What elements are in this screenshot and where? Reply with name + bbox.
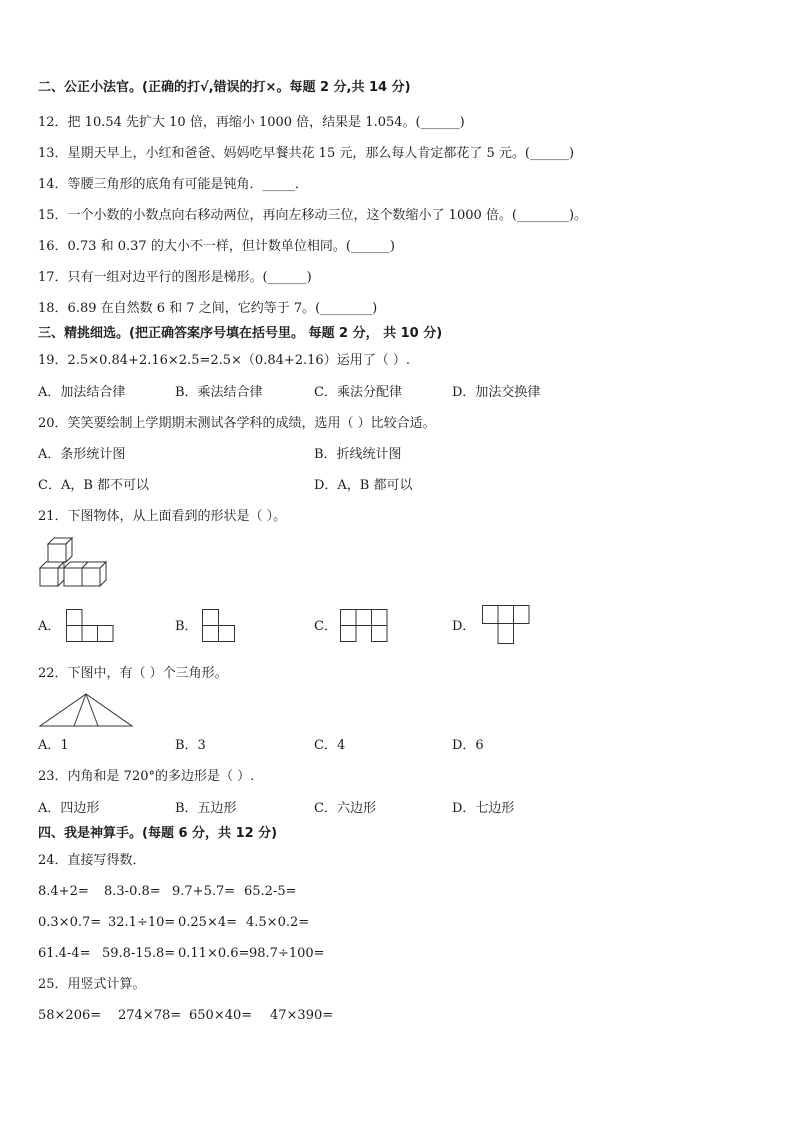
question-23: 23．内角和是 720°的多边形是（ ）.: [38, 769, 255, 784]
calc-item: 0.3×0.7=: [38, 915, 102, 930]
question-22: 22．下图中，有（ ）个三角形。: [38, 666, 228, 681]
question-25: 25．用竖式计算。: [38, 977, 146, 992]
q19-option-a: A．加法结合律: [38, 385, 126, 400]
q20-option-d: D．A，B 都可以: [314, 478, 413, 493]
calc-item: 4.5×0.2=: [246, 915, 310, 930]
q20-option-a: A．条形统计图: [38, 447, 126, 462]
q21-option-b-figure: [202, 609, 236, 643]
question-13: 13．星期天早上，小红和爸爸、妈妈吃早餐共花 15 元，那么每人肯定都花了 5 元。(______): [38, 146, 575, 161]
section-3-heading: 三、精挑细选。(把正确答案序号填在括号里。 每题 2 分， 共 10 分): [38, 326, 443, 341]
triangle-figure: [38, 692, 134, 728]
vertical-calc-item: 58×206=: [38, 1008, 102, 1023]
question-12: 12．把 10.54 先扩大 10 倍，再缩小 1000 倍，结果是 1.054。(______): [38, 115, 465, 130]
question-19: 19．2.5×0.84+2.16×2.5=2.5×（0.84+2.16）运用了（ ）.: [38, 353, 410, 368]
calc-item: 98.7÷100=: [249, 946, 325, 961]
question-18: 18．6.89 在自然数 6 和 7 之间，它约等于 7。(________): [38, 301, 378, 316]
calc-item: 59.8-15.8=: [102, 946, 176, 961]
q20-option-b: B．折线统计图: [314, 447, 402, 462]
q19-option-c: C．乘法分配律: [314, 385, 402, 400]
q22-option-b: B．3: [175, 738, 206, 753]
q21-option-c-figure: [340, 609, 388, 643]
cube-stack-figure: [36, 536, 110, 590]
section-4-heading: 四、我是神算手。(每题 6 分，共 12 分): [38, 826, 278, 841]
vertical-calc-item: 274×78=: [118, 1008, 182, 1023]
q22-option-d: D．6: [452, 738, 484, 753]
q21-option-c: C．: [314, 619, 337, 634]
calc-item: 0.11×0.6=: [178, 946, 250, 961]
question-15: 15．一个小数的小数点向右移动两位，再向左移动三位，这个数缩小了 1000 倍。(________)。: [38, 208, 588, 223]
q21-option-d-figure: [482, 605, 530, 645]
q23-option-c: C．六边形: [314, 801, 376, 816]
q20-option-c: C．A，B 都不可以: [38, 478, 150, 493]
q19-option-d: D．加法交换律: [452, 385, 541, 400]
question-16: 16．0.73 和 0.37 的大小不一样，但计数单位相同。(______): [38, 239, 395, 254]
q21-option-d: D．: [452, 619, 476, 634]
calc-item: 0.25×4=: [178, 915, 238, 930]
calc-item: 61.4-4=: [38, 946, 91, 961]
calc-item: 65.2-5=: [244, 884, 297, 899]
vertical-calc-item: 650×40=: [189, 1008, 253, 1023]
question-17: 17．只有一组对边平行的图形是梯形。(______): [38, 270, 312, 285]
calc-item: 32.1÷10=: [108, 915, 176, 930]
section-2-heading: 二、公正小法官。(正确的打√,错误的打×。每题 2 分,共 14 分): [38, 80, 411, 95]
calc-item: 8.3-0.8=: [104, 884, 161, 899]
q21-option-b: B．: [175, 619, 198, 634]
q21-option-a-figure: [66, 609, 114, 643]
question-21: 21．下图物体，从上面看到的形状是（ ）。: [38, 509, 287, 524]
q22-option-a: A．1: [38, 738, 69, 753]
question-14: 14．等腰三角形的底角有可能是钝角．_____．: [38, 177, 309, 192]
question-24: 24．直接写得数．: [38, 853, 146, 868]
question-20: 20．笑笑要绘制上学期期末测试各学科的成绩，选用（ ）比较合适。: [38, 416, 436, 431]
q19-option-b: B．乘法结合律: [175, 385, 263, 400]
calc-item: 8.4+2=: [38, 884, 89, 899]
q23-option-b: B．五边形: [175, 801, 237, 816]
q23-option-d: D．七边形: [452, 801, 515, 816]
calc-item: 9.7+5.7=: [172, 884, 236, 899]
q21-option-a: A．: [38, 619, 61, 634]
q22-option-c: C．4: [314, 738, 346, 753]
vertical-calc-item: 47×390=: [270, 1008, 334, 1023]
q23-option-a: A．四边形: [38, 801, 100, 816]
